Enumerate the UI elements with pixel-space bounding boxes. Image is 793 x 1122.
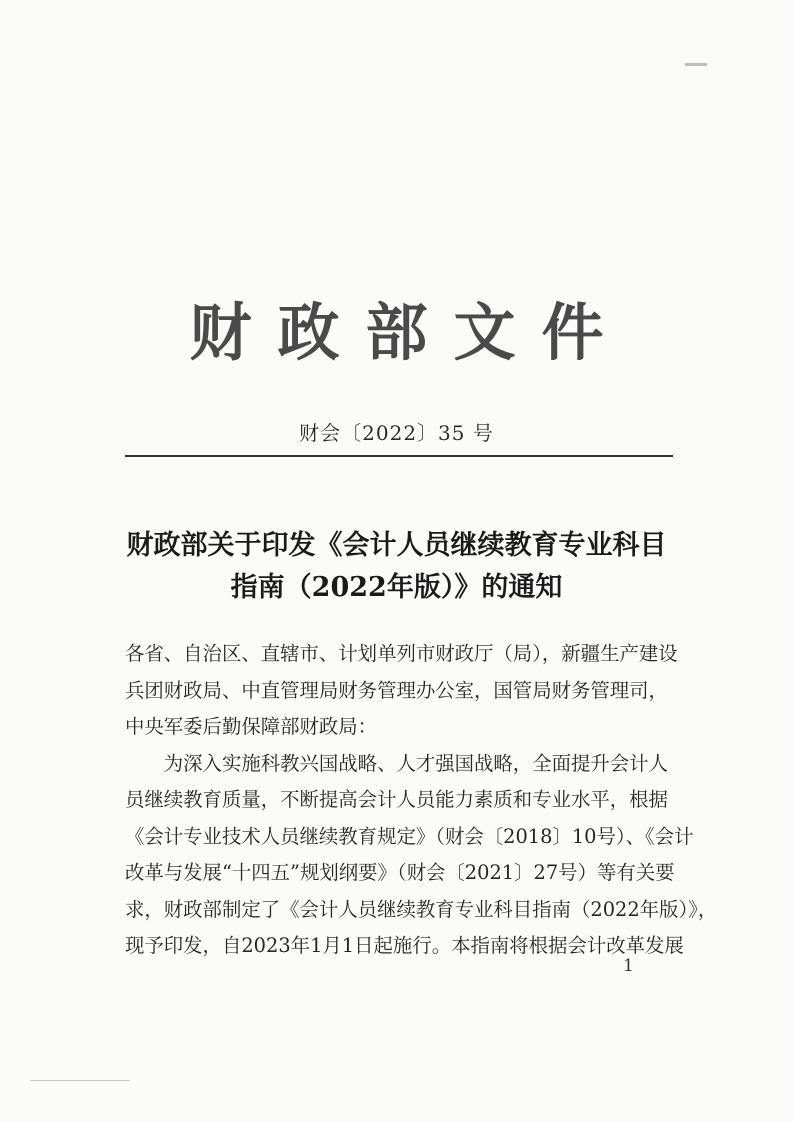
- body-line: 中央军委后勤保障部财政局：: [125, 715, 378, 738]
- scan-artifact: [30, 1080, 130, 1081]
- body-line: 各省、自治区、直辖市、计划单列市财政厅（局），新疆生产建设: [125, 642, 678, 665]
- notice-title: [95, 525, 698, 609]
- body-line: 求，财政部制定了《会计人员继续教育专业科目指南（2022年版）》，: [125, 897, 718, 921]
- page-number: 1: [623, 956, 634, 976]
- document-number: 财会〔2022〕35 号: [299, 421, 494, 445]
- body-line: 《会计专业技术人员继续教育规定》（财会〔2018〕10号）、《会计: [125, 824, 694, 848]
- scan-artifact: [685, 63, 707, 66]
- notice-body: [125, 636, 718, 965]
- issuer-header-title: 财政部文件: [189, 296, 630, 369]
- notice-title-line: 财政部关于印发《会计人员继续教育专业科目: [126, 530, 667, 561]
- notice-title-line: 指南（2022年版）》的通知: [230, 572, 563, 603]
- body-line: 兵团财政局、中直管理局财务管理办公室，国管局财务管理司，: [125, 678, 668, 702]
- body-line: 改革与发展“十四五”规划纲要》（财会〔2021〕27号）等有关要: [125, 861, 675, 884]
- body-line: 员继续教育质量，不断提高会计人员能力素质和专业水平，根据: [125, 788, 668, 811]
- header-divider: [125, 455, 673, 457]
- body-line: 为深入实施科教兴国战略、人才强国战略，全面提升会计人: [125, 751, 668, 775]
- body-line: 现予印发，自2023年1月1日起施行。本指南将根据会计改革发展: [125, 934, 684, 957]
